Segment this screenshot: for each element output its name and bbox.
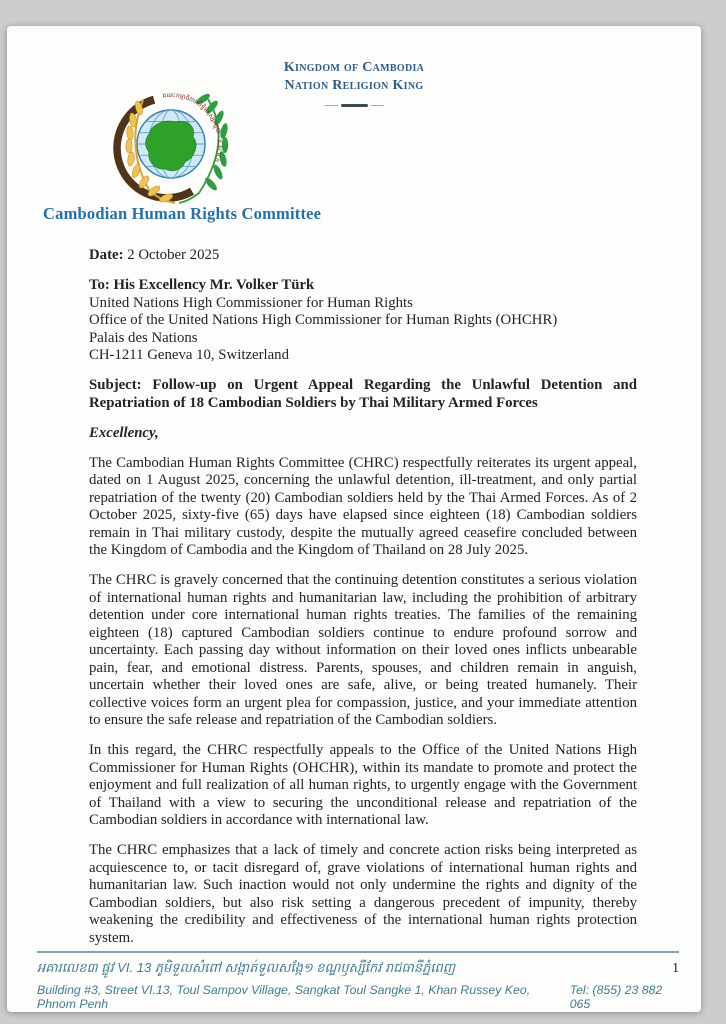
recipient-line: CH-1211 Geneva 10, Switzerland <box>89 347 289 363</box>
letter-page <box>7 26 701 1012</box>
footer-address-english: Building #3, Street VI.13, Toul Sampov Village, Sangkat Toul Sangke 1, Khan Russey Keo, Phnom Penh <box>37 982 531 1011</box>
date-value: 2 October 2025 <box>127 247 220 263</box>
letterhead <box>7 26 701 221</box>
date-line <box>89 247 637 265</box>
recipient-block <box>89 277 637 365</box>
subject-line: Subject: Follow-up on Urgent Appeal Regarding the Unlawful Detention and Repatriation of 18 Cambodian Soldiers by Thai Military Armed Forces <box>89 377 637 411</box>
footer-rule <box>37 951 679 953</box>
to-label: To: <box>89 277 110 293</box>
paragraph-3: In this regard, the CHRC respectfully appeals to the Office of the United Nations High Commissioner for Human Rights (OHCHR), within its mandate to promote and protect the enjoyment and full realization of all human rights, to urgently engage with the Government of Thailand with a view to securing the unconditional release and repatriation of the Cambodian soldiers in accordance with international law. <box>89 742 637 828</box>
chrc-logo <box>87 86 247 222</box>
page-number: 1 <box>672 959 679 975</box>
org-name: Cambodian Human Rights Committee <box>43 204 322 223</box>
letter-body <box>7 221 701 947</box>
footer-tel: Tel: (855) 23 882 065 <box>569 982 663 1011</box>
salutation: Excellency, <box>89 424 159 441</box>
paragraph-2: The CHRC is gravely concerned that the continuing detention constitutes a serious violation of international human rights and humanitarian law, including the prohibition of arbitrary detention under core international human rights treaties. The families of the remaining eighteen (18) captured Cambodian soldiers continue to endure profound sorrow and uncertainty. Each passing day without information on their loved ones inflicts unbearable pain, fear, and emotional distress. Parents, spouses, and children remain in anguish, uncertain whether their loved ones are safe, alive, or being treated humanely. Their collective voices form an urgent plea for compassion, justice, and your immediate attention to ensure the safe release and repatriation of the Cambodian soldiers. <box>89 572 637 728</box>
footer-row-english <box>37 983 679 1011</box>
globe-icon <box>137 110 205 178</box>
footer-row-khmer <box>37 960 679 979</box>
paragraph-1: The Cambodian Human Rights Committee (CHRC) respectfully reiterates its urgent appeal, dated on 1 August 2025, concerning the unlawful detention, ill-treatment, and only partial repatriation of the twenty (20) Cambodian soldiers held by the Thai Armed Forces. As of 2 October 2025, sixty-five (65) days have elapsed since eighteen (18) Cambodian soldiers remain in Thai military custody, despite the mutually agreed ceasefire concluded between the Kingdom of Cambodia and the Kingdom of Thailand on 28 July 2025. <box>89 454 637 558</box>
footer-address-khmer: អគារលេខ៣ ផ្លូវ VI. 13 ភូមិទួលសំពៅ សង្កាត់ទួលសង្កែ១ ខណ្ឌឫស្សីកែវ រាជធានីភ្នំពេញ <box>37 959 456 975</box>
recipient-line: United Nations High Commissioner for Human Rights <box>89 294 413 311</box>
recipient-line: Palais des Nations <box>89 329 198 346</box>
divider-wing <box>371 105 384 106</box>
page-footer <box>37 951 679 1011</box>
kingdom-motto: Nation Religion King <box>284 78 424 93</box>
kingdom-title: Kingdom of Cambodia <box>283 60 425 75</box>
recipient-line: Office of the United Nations High Commissioner for Human Rights (OHCHR) <box>89 312 558 328</box>
recipient-name: His Excellency Mr. Volker Türk <box>113 277 315 293</box>
date-label: Date: <box>89 247 124 263</box>
divider-core <box>341 104 368 107</box>
logo-arc-text: គណៈកម្មាធិការសិទ្ធិមនុស្សកម្ពុជា - គ.ស.ម.ក <box>162 92 223 163</box>
divider-wing <box>325 105 338 106</box>
paragraph-4: The CHRC emphasizes that a lack of timely and concrete action risks being interpreted as acquiescence to, or tacit disregard of, grave violations of international human rights and humanitarian law. Such inaction would not only undermine the rights and dignity of the Cambodian soldiers, but also risk setting a dangerous precedent of impunity, thereby weakening the credibility and effectiveness of the international human rights protection system. <box>89 842 637 946</box>
